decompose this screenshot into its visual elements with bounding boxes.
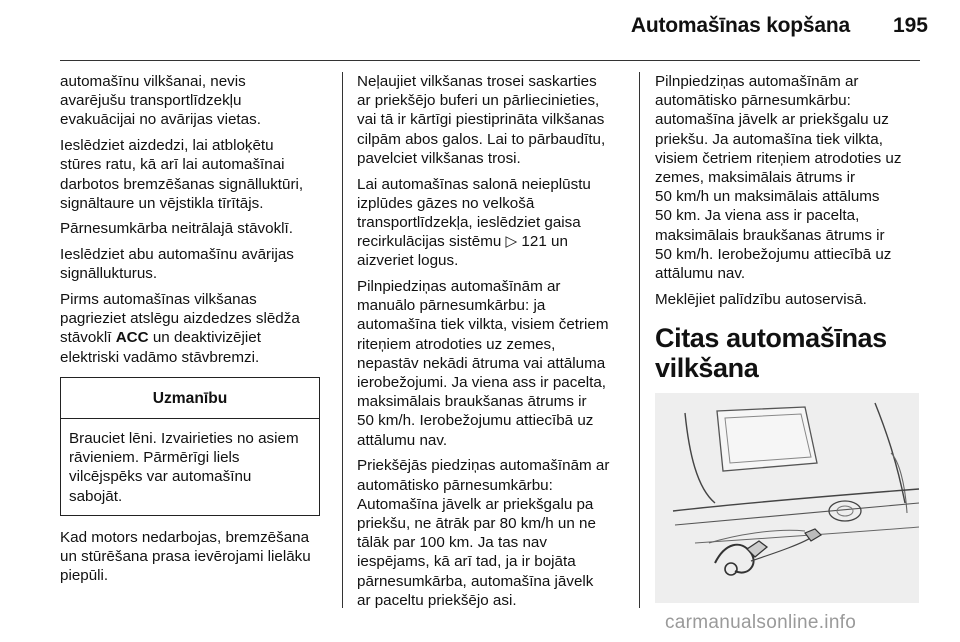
column-divider-2 [639, 72, 640, 608]
warning-title: Uzmanību [61, 378, 319, 419]
paragraph: Priekšējās piedziņas automašīnām ar automātisko pārnesumkārbu: Automašīna jāvelk ar priekšgalu pa priekšu, ne ātrāk par 80 km/h un ne tālāk par 100 km. Ja tas nav iespējams, kā arī tad, ja ir bojāta pārnesumkārba, automašīna jāvelk ar paceltu priekšējo asi. [357, 457, 610, 609]
watermark: carmanualsonline.info [665, 612, 857, 633]
paragraph: Meklējiet palīdzību autoservisā. [655, 290, 867, 308]
rear-bumper-tow-drawing [655, 393, 919, 603]
paragraph: Ieslēdziet abu automašīnu avārijas signāllukturus. [60, 246, 294, 283]
header-divider [60, 60, 920, 61]
running-header-title: Automašīnas kopšana [630, 14, 850, 37]
paragraph: Lai automašīnas salonā neieplūstu izplūdes gāzes no velkošā transportlīdzekļa, ieslēdziet gaisa recirkulācijas sistēmu ▷ 121 un aizveriet logus. [357, 175, 591, 270]
paragraph: Ieslēdziet aizdedzi, lai atbloķētu stūres ratu, kā arī lai automašīnai darbotos bremzēšanas signālluktūri, signāltaure un vējstikla tīrītājs. [60, 137, 304, 212]
paragraph: Pilnpiedziņas automašīnām ar automātisko pārnesumkārbu: automašīna jāvelk ar priekšgalu uz priekšu. Ja automašīna tiek vilkta, visiem četriem riteņiem atrodoties uz zemes, maksimālais ātrums ir 50 km/h un maksimālais attālums 50 km. Ja viena ass ir pacelta, maksimālais braukšanas ātrums ir 50 km/h. Ierobežojumu attiecībā uz attālumu nav. [655, 73, 902, 283]
text-run: un deaktivizējiet elektriski vadāmo stāvbremzi. [60, 329, 261, 366]
warning-text: Brauciet lēni. Izvairieties no asiem rāvieniem. Pārmērīgi liels vilcējspēks var automašīnu sabojāt. [69, 430, 299, 505]
paragraph: Neļaujiet vilkšanas trosei saskarties ar priekšējo buferi un pārliecinieties, vai tā ir kārtīgi piestiprināta vilkšanas cilpām abos galos. Lai to pārbaudītu, pavelciet vilkšanas trosi. [357, 73, 606, 167]
column-middle [357, 72, 625, 616]
paragraph: Pārnesumkārba neitrālajā stāvoklī. [60, 220, 293, 238]
paragraph: Pilnpiedziņas automašīnām ar manuālo pārnesumkārbu: ja automašīna tiek vilkta, visiem četriem riteņiem atrodoties uz zemes, nepastāv nekādi ātruma vai attāluma ierobežojumi. Ja viena ass ir pacelta, maksimālais braukšanas ātrums ir 50 km/h. Ierobežojumu attiecībā uz attālumu nav. [357, 278, 609, 449]
acc-keyword: ACC [115, 329, 149, 347]
warning-box [60, 377, 320, 516]
paragraph: Kad motors nedarbojas, bremzēšana un stūrēšana prasa ievērojami lielāku piepūli. [60, 528, 311, 585]
column-divider-1 [342, 72, 343, 608]
text-run: Pirms automašīnas vilkšanas pagrieziet atslēgu aizdedzes slēdža stāvoklī [60, 291, 300, 347]
column-right [655, 72, 923, 603]
paragraph: automašīnu vilkšanai, nevis avarējušu transportlīdzekļu evakuācijai no avārijas vietas. [60, 73, 261, 129]
section-heading: Citas automašīnas vilkšana [655, 322, 887, 383]
towing-eye-illustration [655, 393, 919, 603]
column-left [60, 72, 332, 592]
paragraph-acc [60, 290, 332, 367]
page-number: 195 [892, 14, 928, 37]
